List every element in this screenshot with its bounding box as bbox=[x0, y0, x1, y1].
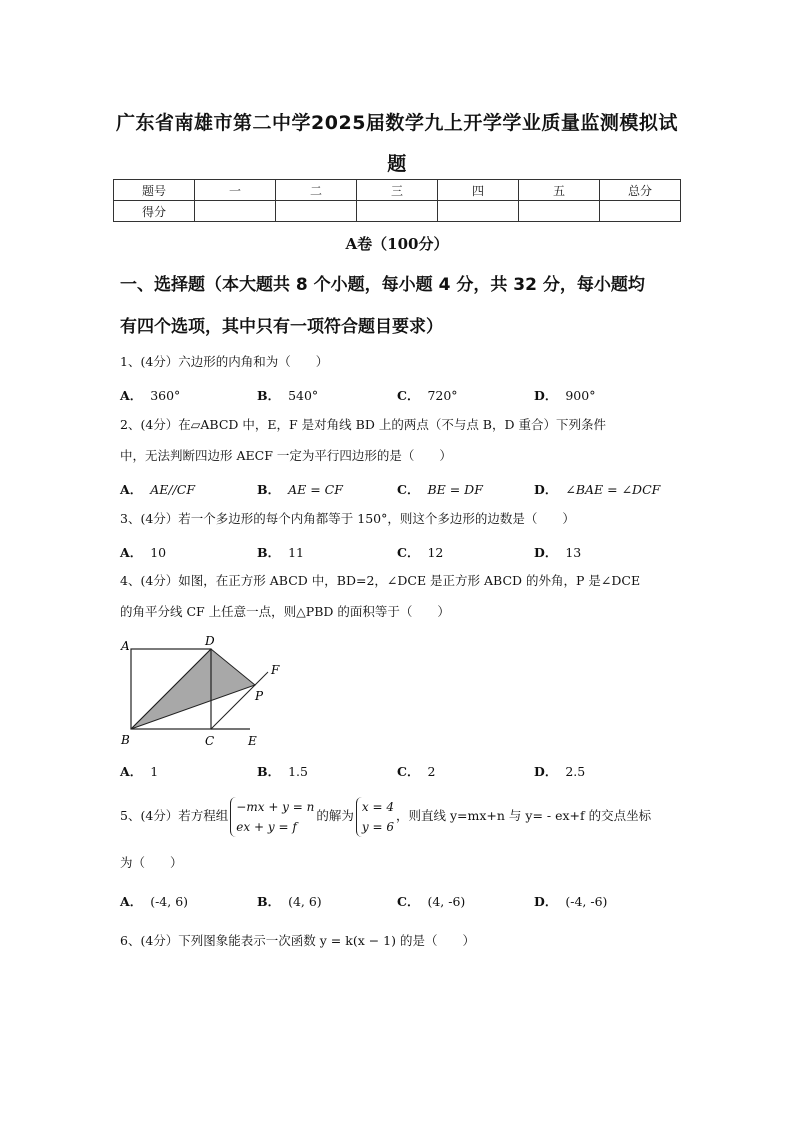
score-header-cell: 五 bbox=[519, 180, 600, 201]
score-cell[interactable] bbox=[357, 201, 438, 222]
option-label: C． bbox=[397, 894, 420, 909]
score-cell[interactable] bbox=[519, 201, 600, 222]
question-5-stem-line1 bbox=[120, 795, 680, 837]
score-table-header-row bbox=[114, 180, 681, 201]
option-text: 11 bbox=[288, 545, 304, 560]
option-label: C． bbox=[397, 388, 420, 403]
solution-x: x = 4 bbox=[361, 799, 394, 814]
score-header-cell: 题号 bbox=[114, 180, 195, 201]
option-label: C． bbox=[397, 482, 420, 497]
question-2-stem-line1: 2、(4分）在▱ABCD 中，E，F 是对角线 BD 上的两点（不与点 B，D 重合）下列条件 bbox=[120, 417, 606, 432]
option-label: D． bbox=[534, 388, 558, 403]
label-f: F bbox=[271, 663, 280, 677]
option-label: A． bbox=[120, 482, 143, 497]
question-5-stem-line2: 为（ ） bbox=[120, 855, 183, 870]
option-d[interactable] bbox=[534, 543, 581, 561]
option-text: AE//CF bbox=[150, 482, 196, 497]
score-cell[interactable] bbox=[600, 201, 681, 222]
option-text: (-4, 6) bbox=[150, 894, 189, 909]
label-c: C bbox=[205, 734, 215, 748]
q5-stem-pre: 5、(4分）若方程组 bbox=[120, 808, 229, 823]
option-label: B． bbox=[257, 388, 281, 403]
option-d[interactable] bbox=[534, 892, 607, 910]
option-text: 720° bbox=[427, 388, 458, 403]
option-a[interactable] bbox=[120, 386, 180, 404]
option-c[interactable] bbox=[397, 386, 458, 404]
section1-heading-line1: 一、选择题（本大题共 8 个小题，每小题 4 分，共 32 分，每小题均 bbox=[120, 275, 645, 295]
option-label: C． bbox=[397, 545, 420, 560]
label-p: P bbox=[255, 689, 264, 703]
label-a: A bbox=[121, 639, 130, 653]
option-label: B． bbox=[257, 894, 281, 909]
option-b[interactable] bbox=[257, 386, 318, 404]
option-text: 1.5 bbox=[288, 764, 308, 779]
option-text: 2.5 bbox=[565, 764, 586, 779]
option-text: 2 bbox=[427, 764, 436, 779]
question-3-stem: 3、(4分）若一个多边形的每个内角都等于 150°，则这个多边形的边数是（ ） bbox=[120, 511, 575, 526]
score-cell[interactable] bbox=[276, 201, 357, 222]
shaded-triangle-pbd bbox=[131, 649, 255, 729]
section1-heading-line2: 有四个选项，其中只有一项符合题目要求） bbox=[120, 317, 443, 337]
option-label: B． bbox=[257, 482, 281, 497]
label-e: E bbox=[248, 734, 257, 748]
question-4-stem-line2: 的角平分线 CF 上任意一点，则△PBD 的面积等于（ ） bbox=[120, 604, 450, 619]
option-label: A． bbox=[120, 388, 143, 403]
option-c[interactable] bbox=[397, 892, 465, 910]
label-b: B bbox=[121, 733, 130, 747]
option-text: 900° bbox=[565, 388, 596, 403]
score-header-cell: 三 bbox=[357, 180, 438, 201]
score-table-score-row bbox=[114, 201, 681, 222]
option-label: B． bbox=[257, 764, 281, 779]
option-text: ∠BAE = ∠DCF bbox=[565, 482, 661, 497]
q5-stem-post: ，则直线 y=mx+n 与 y= - ex+f 的交点坐标 bbox=[396, 808, 652, 823]
option-a[interactable] bbox=[120, 762, 158, 780]
q5-stem-mid: 的解为 bbox=[316, 808, 354, 823]
score-row-label: 得分 bbox=[114, 201, 195, 222]
question-2-options bbox=[120, 480, 680, 500]
option-label: D． bbox=[534, 545, 558, 560]
equation-system-1 bbox=[230, 797, 314, 837]
question-2-stem-line2: 中，无法判断四边形 AECF 一定为平行四边形的是（ ） bbox=[120, 448, 452, 463]
question-1-stem: 1、(4分）六边形的内角和为（ ） bbox=[120, 354, 329, 369]
equation-2: ex + y = f bbox=[236, 819, 297, 834]
option-text: (4, -6) bbox=[427, 894, 466, 909]
option-text: 13 bbox=[565, 545, 582, 560]
option-label: D． bbox=[534, 894, 558, 909]
option-text: (4, 6) bbox=[288, 894, 322, 909]
label-d: D bbox=[205, 634, 215, 648]
option-text: BE = DF bbox=[427, 482, 483, 497]
option-d[interactable] bbox=[534, 762, 585, 780]
question-1-options bbox=[120, 386, 680, 406]
option-label: C． bbox=[397, 764, 420, 779]
equation-system-2 bbox=[356, 797, 394, 837]
option-text: 1 bbox=[150, 764, 159, 779]
score-table bbox=[113, 179, 681, 222]
question-3-options bbox=[120, 543, 680, 563]
question-6-stem: 6、(4分）下列图象能表示一次函数 y = k(x − 1) 的是（ ） bbox=[120, 933, 475, 948]
option-label: A． bbox=[120, 545, 143, 560]
section-a-heading: A卷（100分） bbox=[345, 235, 449, 253]
option-text: 360° bbox=[150, 388, 181, 403]
option-c[interactable] bbox=[397, 762, 435, 780]
score-header-cell: 总分 bbox=[600, 180, 681, 201]
option-c[interactable] bbox=[397, 480, 483, 498]
option-label: D． bbox=[534, 482, 558, 497]
option-label: A． bbox=[120, 764, 143, 779]
option-text: 10 bbox=[150, 545, 167, 560]
option-label: D． bbox=[534, 764, 558, 779]
square-geometry-figure bbox=[115, 632, 295, 752]
option-a[interactable] bbox=[120, 543, 166, 561]
score-header-cell: 四 bbox=[438, 180, 519, 201]
option-a[interactable] bbox=[120, 480, 195, 498]
option-b[interactable] bbox=[257, 543, 304, 561]
exam-title-line2: 题 bbox=[387, 153, 407, 175]
question-5-options bbox=[120, 892, 680, 912]
option-label: B． bbox=[257, 545, 281, 560]
option-label: A． bbox=[120, 894, 143, 909]
score-cell[interactable] bbox=[195, 201, 276, 222]
score-header-cell: 二 bbox=[276, 180, 357, 201]
option-d[interactable] bbox=[534, 480, 660, 498]
option-c[interactable] bbox=[397, 543, 443, 561]
equation-1: −mx + y = n bbox=[236, 799, 315, 814]
option-b[interactable] bbox=[257, 480, 343, 498]
solution-y: y = 6 bbox=[361, 819, 394, 834]
option-b[interactable] bbox=[257, 762, 308, 780]
score-cell[interactable] bbox=[438, 201, 519, 222]
option-text: (-4, -6) bbox=[565, 894, 608, 909]
option-b[interactable] bbox=[257, 892, 322, 910]
exam-title-line1: 广东省南雄市第二中学2025届数学九上开学学业质量监测模拟试 bbox=[116, 112, 678, 134]
option-text: AE = CF bbox=[288, 482, 343, 497]
question-4-stem-line1: 4、(4分）如图，在正方形 ABCD 中，BD=2，∠DCE 是正方形 ABCD 的外角，P 是∠DCE bbox=[120, 573, 641, 588]
option-text: 12 bbox=[427, 545, 444, 560]
question-4-options bbox=[120, 762, 680, 782]
option-a[interactable] bbox=[120, 892, 188, 910]
score-header-cell: 一 bbox=[195, 180, 276, 201]
option-text: 540° bbox=[288, 388, 319, 403]
option-d[interactable] bbox=[534, 386, 595, 404]
